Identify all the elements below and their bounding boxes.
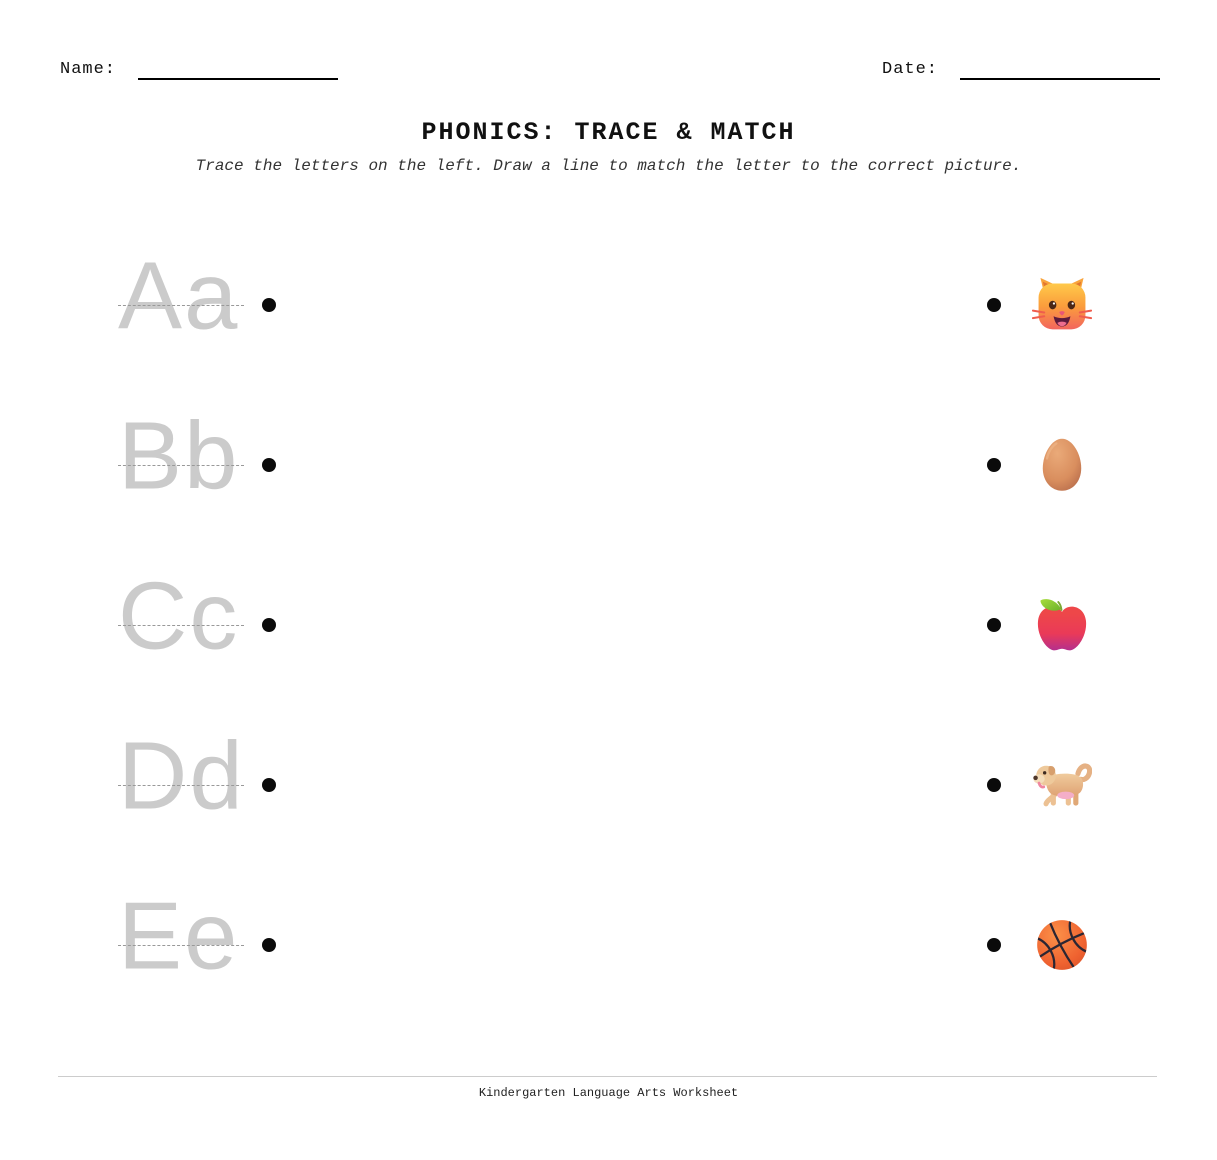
match-dot-right[interactable] xyxy=(987,298,1001,312)
apple-icon xyxy=(1032,595,1092,655)
match-dot-left[interactable] xyxy=(262,778,276,792)
footer-text: Kindergarten Language Arts Worksheet xyxy=(478,1086,739,1100)
name-field xyxy=(60,60,338,80)
egg-icon xyxy=(1032,435,1092,495)
trace-guide-line xyxy=(118,465,244,466)
match-rows xyxy=(0,225,1217,1025)
basketball-icon xyxy=(1032,915,1092,975)
date-input-line[interactable] xyxy=(960,62,1160,80)
date-field xyxy=(882,60,1160,80)
name-label: Name: xyxy=(60,60,117,79)
cat-icon xyxy=(1032,275,1092,335)
trace-guide-line xyxy=(118,625,244,626)
match-row-cc xyxy=(0,545,1217,705)
page-title: PHONICS: TRACE & MATCH xyxy=(421,118,796,147)
match-dot-left[interactable] xyxy=(262,298,276,312)
match-row-bb xyxy=(0,385,1217,545)
match-row-dd xyxy=(0,705,1217,865)
match-dot-left[interactable] xyxy=(262,458,276,472)
dog-icon xyxy=(1032,755,1092,815)
trace-letters-bb: Bb xyxy=(118,402,240,510)
date-label: Date: xyxy=(882,60,939,79)
instructions-text: Trace the letters on the left. Draw a line to match the letter to the correct picture. xyxy=(195,157,1022,175)
match-dot-left[interactable] xyxy=(262,618,276,632)
trace-letters-cc: Cc xyxy=(118,562,240,670)
trace-letters-ee: Ee xyxy=(118,882,240,990)
name-input-line[interactable] xyxy=(138,62,338,80)
match-dot-right[interactable] xyxy=(987,458,1001,472)
match-dot-right[interactable] xyxy=(987,778,1001,792)
footer-divider xyxy=(58,1076,1157,1077)
trace-guide-line xyxy=(118,785,244,786)
match-dot-left[interactable] xyxy=(262,938,276,952)
match-dot-right[interactable] xyxy=(987,618,1001,632)
trace-letters-dd: Dd xyxy=(118,722,245,830)
match-row-aa xyxy=(0,225,1217,385)
match-row-ee xyxy=(0,865,1217,1025)
trace-guide-line xyxy=(118,945,244,946)
trace-letters-aa: Aa xyxy=(118,242,240,350)
trace-guide-line xyxy=(118,305,244,306)
match-dot-right[interactable] xyxy=(987,938,1001,952)
